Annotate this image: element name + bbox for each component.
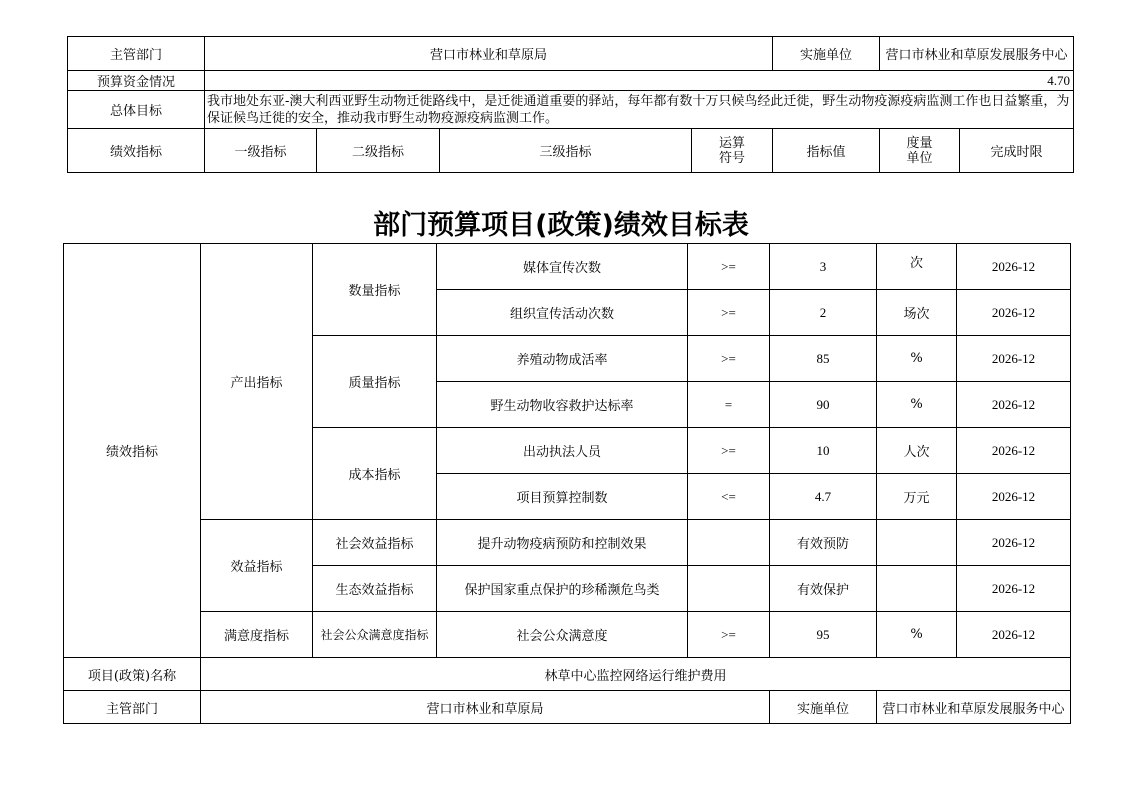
indicator-name: 出动执法人员: [437, 428, 688, 474]
indicator-deadline: 2026-12: [957, 612, 1071, 658]
dept-value: 营口市林业和草原局: [205, 37, 773, 71]
quality-label: 质量指标: [313, 336, 437, 428]
impl-label: 实施单位: [773, 37, 880, 71]
indicator-unit: 万元: [877, 474, 957, 520]
indicator-unit: %: [877, 382, 957, 428]
indicator-op: >=: [688, 612, 770, 658]
page-title: 部门预算项目(政策)绩效目标表: [373, 210, 749, 241]
indicator-value: 4.7: [770, 474, 877, 520]
header-table: [67, 36, 1074, 173]
indicator-value: 有效预防: [770, 520, 877, 566]
indicator-op: >=: [688, 428, 770, 474]
indicator-deadline: 2026-12: [957, 336, 1071, 382]
indicator-unit: %: [877, 612, 957, 658]
indicator-name: 保护国家重点保护的珍稀濒危鸟类: [437, 566, 688, 612]
indicator-name: 野生动物收容救护达标率: [437, 382, 688, 428]
satisfaction-label: 满意度指标: [201, 612, 313, 658]
public-satisfaction-label: 社会公众满意度指标: [313, 612, 437, 658]
impl-value: 营口市林业和草原发展服务中心: [880, 37, 1074, 71]
indicator-deadline: 2026-12: [957, 566, 1071, 612]
indicator-table: [63, 243, 1071, 724]
project-label: 项目(政策)名称: [64, 658, 201, 691]
indicator-unit: %: [877, 336, 957, 382]
indicator-op: =: [688, 382, 770, 428]
bottom-impl-label: 实施单位: [770, 691, 877, 724]
indicator-name: 养殖动物成活率: [437, 336, 688, 382]
col-value: 指标值: [773, 129, 880, 173]
indicator-deadline: 2026-12: [957, 290, 1071, 336]
indicator-name: 组织宣传活动次数: [437, 290, 688, 336]
col-level1: 一级指标: [205, 129, 317, 173]
dept-label: 主管部门: [68, 37, 205, 71]
indicator-name: 项目预算控制数: [437, 474, 688, 520]
indicator-op: <=: [688, 474, 770, 520]
indicator-op: >=: [688, 290, 770, 336]
bottom-dept-value: 营口市林业和草原局: [201, 691, 770, 724]
goal-label: 总体目标: [68, 91, 205, 129]
indicator-op: >=: [688, 244, 770, 290]
benefit-label: 效益指标: [201, 520, 313, 612]
indicator-unit: 次: [877, 244, 957, 290]
indicator-name: 媒体宣传次数: [437, 244, 688, 290]
eco-benefit-label: 生态效益指标: [313, 566, 437, 612]
indicator-unit: 人次: [877, 428, 957, 474]
indicator-op: >=: [688, 336, 770, 382]
perf-label: 绩效指标: [64, 244, 201, 658]
indicator-value: 85: [770, 336, 877, 382]
budget-label: 预算资金情况: [68, 71, 205, 91]
indicator-unit: [877, 520, 957, 566]
indicator-value: 2: [770, 290, 877, 336]
bottom-impl-value: 营口市林业和草原发展服务中心: [877, 691, 1071, 724]
project-value: 林草中心监控网络运行维护费用: [201, 658, 1071, 691]
indicator-unit: 场次: [877, 290, 957, 336]
indicator-unit: [877, 566, 957, 612]
col-level2: 二级指标: [317, 129, 440, 173]
indicator-deadline: 2026-12: [957, 382, 1071, 428]
col-level3: 三级指标: [440, 129, 692, 173]
indicator-value: 90: [770, 382, 877, 428]
col-op: 运算 符号: [692, 129, 773, 173]
col-deadline: 完成时限: [960, 129, 1074, 173]
cost-label: 成本指标: [313, 428, 437, 520]
output-label: 产出指标: [201, 244, 313, 520]
col-unit: 度量 单位: [880, 129, 960, 173]
indicator-deadline: 2026-12: [957, 474, 1071, 520]
indicator-value: 有效保护: [770, 566, 877, 612]
indicator-value: 95: [770, 612, 877, 658]
bottom-dept-label: 主管部门: [64, 691, 201, 724]
indicator-value: 10: [770, 428, 877, 474]
social-benefit-label: 社会效益指标: [313, 520, 437, 566]
indicator-deadline: 2026-12: [957, 428, 1071, 474]
indicator-op: [688, 520, 770, 566]
col-perf: 绩效指标: [68, 129, 205, 173]
indicator-op: [688, 566, 770, 612]
goal-text: 我市地处东亚-澳大利西亚野生动物迁徙路线中，是迁徙通道重要的驿站，每年都有数十万只候鸟经此迁徙，野生动物疫源疫病监测工作也日益繁重，为保证候鸟迁徙的安全，推动我市野生动物疫源疫病监测工作。: [205, 91, 1074, 129]
indicator-value: 3: [770, 244, 877, 290]
quantity-label: 数量指标: [313, 244, 437, 336]
budget-value: 4.70: [205, 71, 1074, 91]
indicator-deadline: 2026-12: [957, 244, 1071, 290]
indicator-name: 社会公众满意度: [437, 612, 688, 658]
indicator-name: 提升动物疫病预防和控制效果: [437, 520, 688, 566]
indicator-deadline: 2026-12: [957, 520, 1071, 566]
